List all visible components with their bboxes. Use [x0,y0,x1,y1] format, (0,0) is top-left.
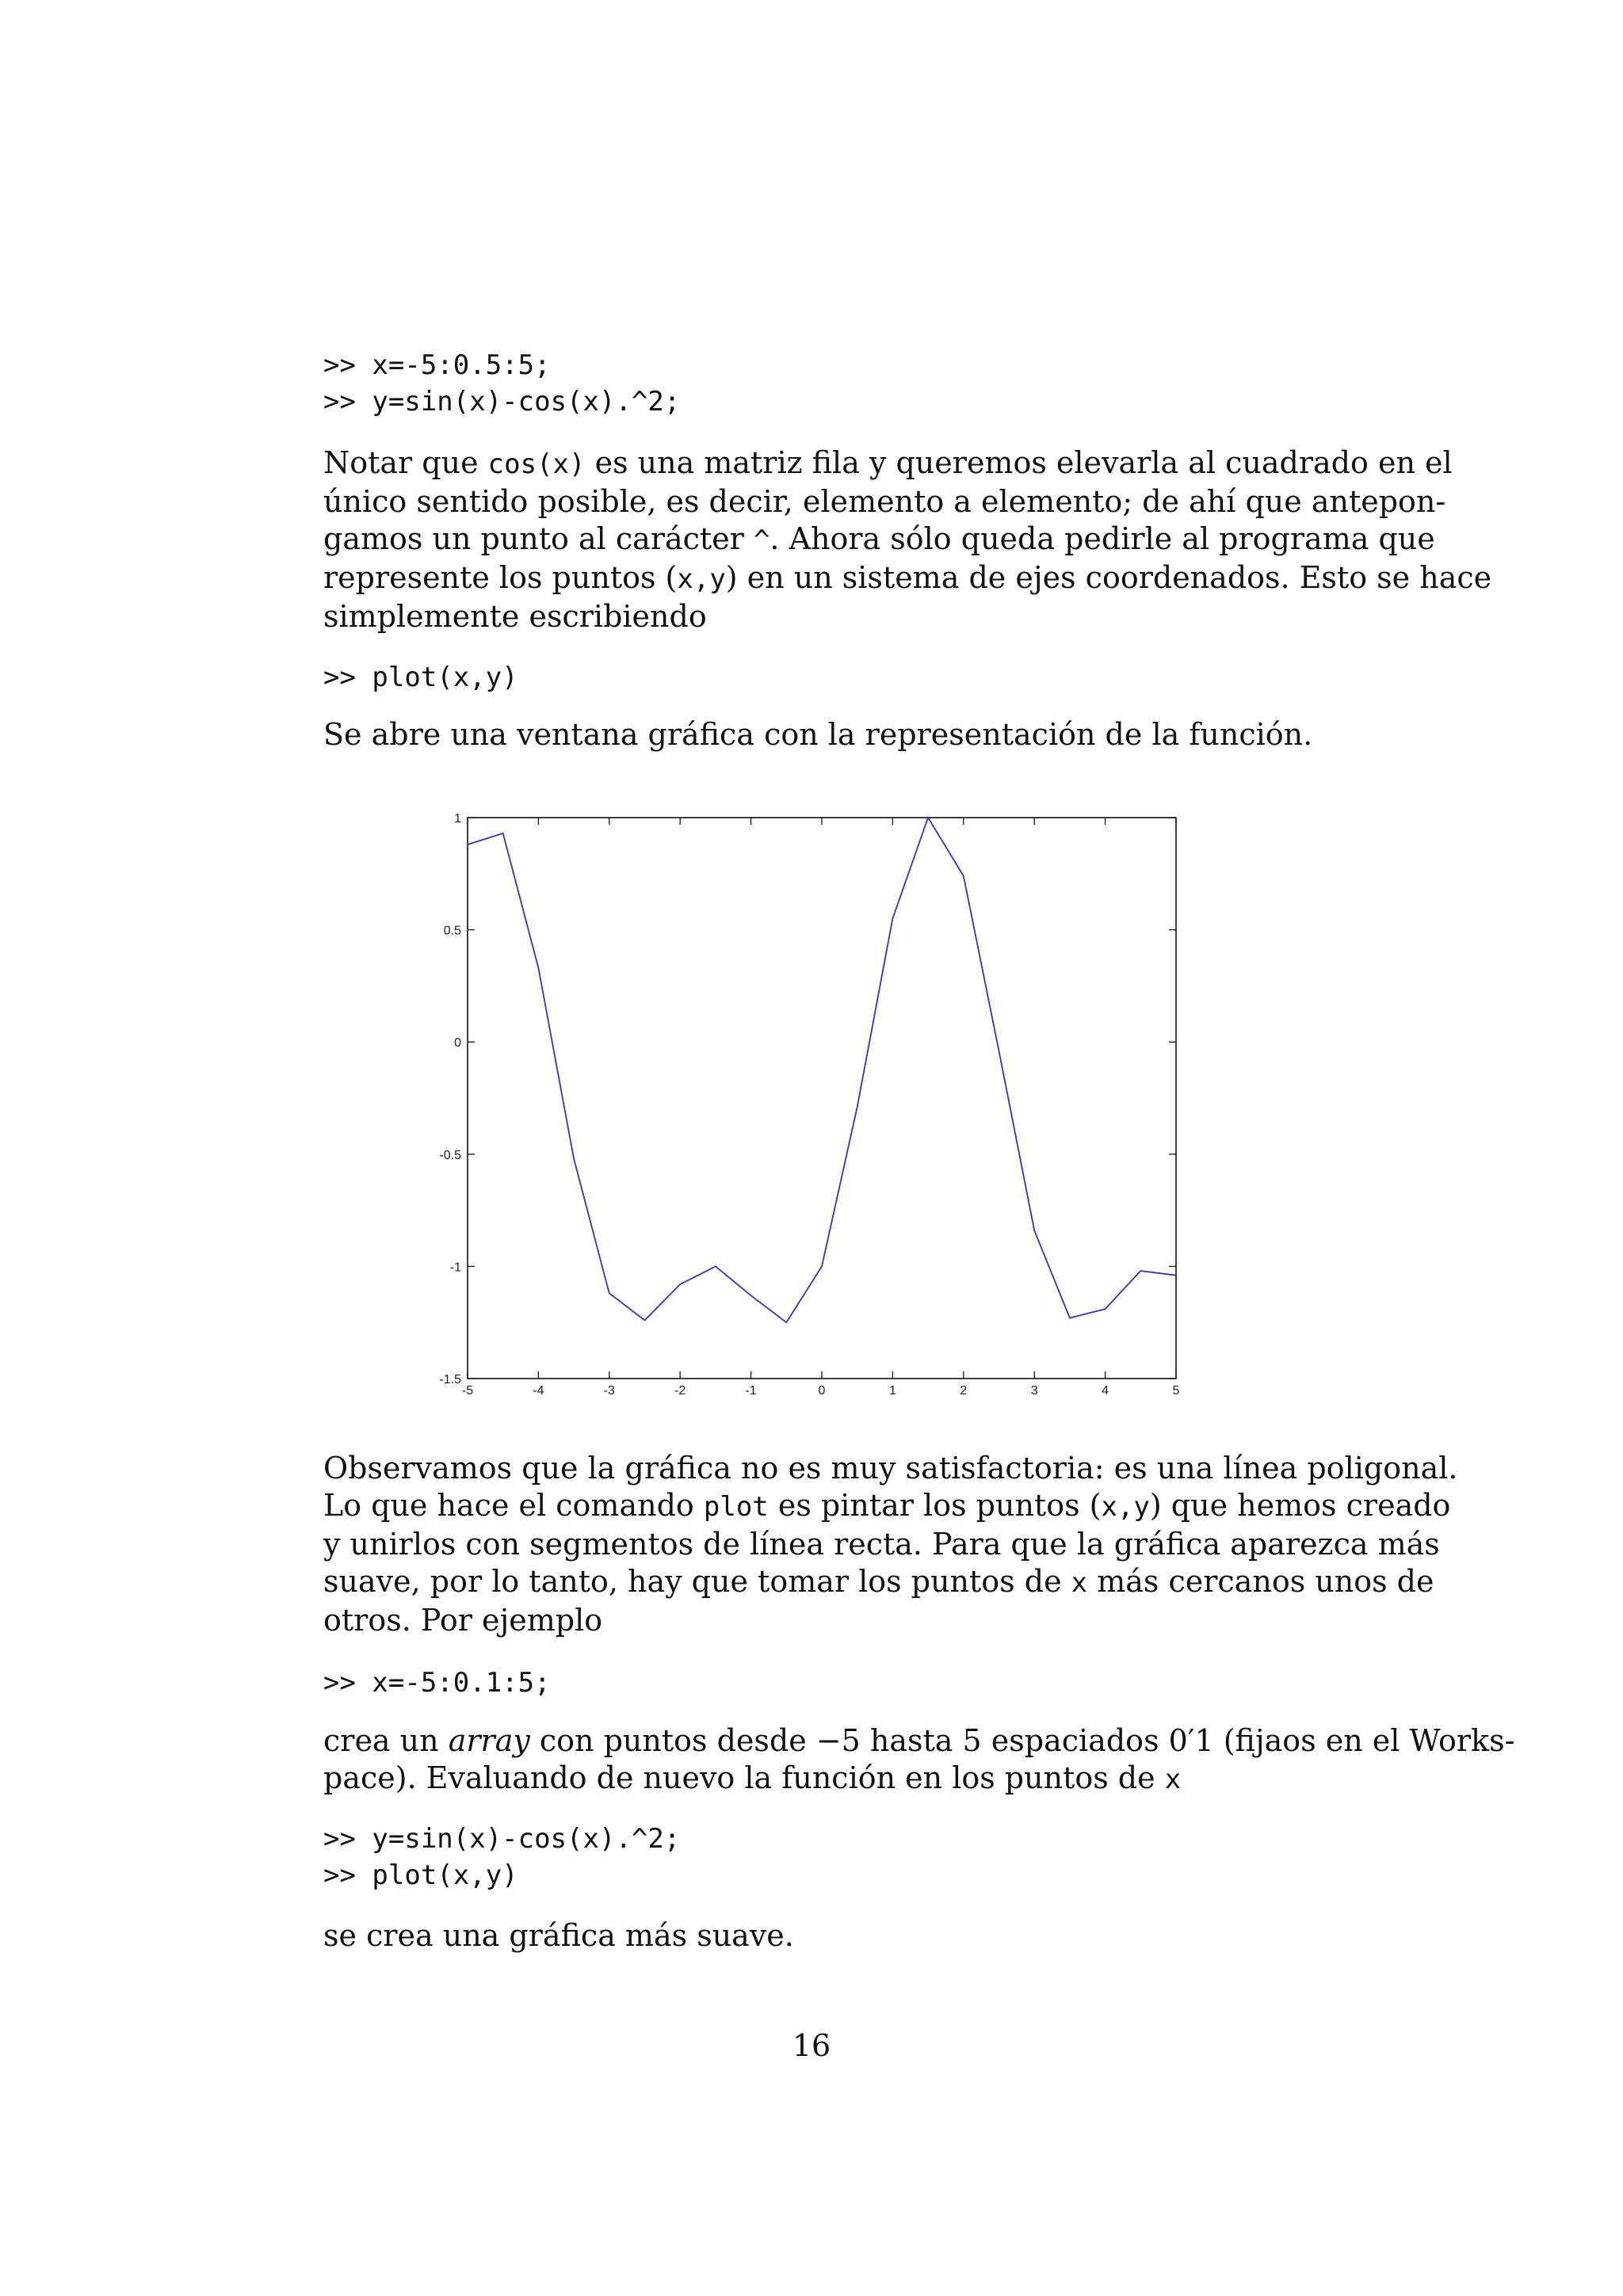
paragraph-5 [323,1917,1309,1955]
text: represente los puntos ( [323,560,678,595]
text: Notar que [323,445,488,480]
x-tick-label: 2 [960,1384,968,1398]
text: ) en un sistema de ejes coordenados. Esto se hace [725,560,1492,595]
text: . Ahora sólo queda pedirle al programa que [769,521,1435,556]
text-line: otros. Por ejemplo [323,1603,603,1638]
text-line: Observamos que la gráfica no es muy satisfactoria: es una línea poligonal. [323,1451,1458,1486]
paragraph-1 [323,444,1492,635]
y-tick-label: 0 [454,1036,461,1051]
tick-labels [439,812,1179,1398]
x-tick-label: 3 [1030,1384,1038,1398]
y-tick-label: -1.5 [439,1373,461,1386]
text-line: único sentido posible, es decir, elemento a elemento; de ahí que antepon- [323,484,1446,519]
text-line: simplemente escribiendo [323,599,707,634]
y-tick-label: 1 [454,812,461,826]
code-line: >> x=-5:0.5:5; [323,349,551,381]
x-tick-label: 1 [888,1384,896,1398]
text-line [323,444,1453,483]
inline-code: x,y [1101,1491,1150,1523]
paragraph-4 [323,1722,1515,1798]
code-block-3 [323,1665,551,1701]
text-line [323,521,1435,559]
inline-code: ^ [753,524,770,556]
x-tick-label: -4 [533,1384,544,1398]
text: ) que hemos creado [1149,1488,1451,1523]
x-tick-label: 0 [818,1384,826,1398]
axis-ticks [468,818,1176,1379]
series-group [468,818,1176,1322]
italic-text: array [448,1723,530,1758]
text-line: Se abre una ventana gráfica con la representación de la función. [323,717,1313,752]
x-tick-label: 5 [1172,1384,1180,1398]
x-tick-label: -2 [674,1384,686,1398]
plot-area [468,818,1176,1379]
paragraph-2 [323,716,1313,753]
y-tick-label: -1 [449,1261,461,1275]
y-tick-label: -0.5 [439,1148,461,1162]
code-block-4 [323,1821,680,1894]
text: pace). Evaluando de nuevo la función en los puntos de [323,1760,1165,1795]
x-tick-label: -5 [461,1384,474,1398]
text: gamos un punto al carácter [323,521,754,556]
text-line [323,1563,1434,1602]
text: más cercanos unos de [1087,1564,1434,1599]
inline-code: x,y [677,563,726,595]
code-line: >> x=-5:0.1:5; [323,1667,551,1699]
series-line [468,818,1176,1322]
text: suave, por lo tanto, hay que tomar los puntos de [323,1564,1071,1599]
code-line: >> y=sin(x)-cos(x).^2; [323,1823,681,1855]
paragraph-3 [323,1450,1458,1639]
x-tick-label: -1 [745,1384,757,1398]
y-tick-label: 0.5 [443,924,461,938]
function-plot [412,800,1205,1418]
inline-code: x [1164,1764,1182,1795]
code-line: >> y=sin(x)-cos(x).^2; [323,386,681,418]
text: es una matriz fila y queremos elevarla al cuadrado en el [585,445,1453,480]
text-line [323,1760,1309,1798]
x-tick-label: -3 [603,1384,615,1398]
text: es pintar los puntos ( [768,1488,1102,1523]
code-line: >> plot(x,y) [323,662,518,693]
inline-code: cos(x) [487,448,586,480]
text-line [323,1722,1515,1760]
x-tick-label: 4 [1102,1384,1109,1398]
inline-code: plot [703,1491,769,1523]
text-line: se crea una gráfica más suave. [323,1918,794,1953]
page-number: 16 [792,2028,831,2063]
text-line: y unirlos con segmentos de línea recta. Para que la gráfica aparezca más [323,1527,1440,1562]
code-block-2 [323,659,518,696]
code-block-1 [323,347,680,420]
text: Lo que hace el comando [323,1488,704,1523]
inline-code: x [1071,1567,1088,1599]
text: crea un [323,1723,449,1758]
text: con puntos desde −5 hasta 5 espaciados 0′1 (fijaos en el Works- [529,1723,1515,1758]
text-line [323,559,1492,598]
code-line: >> plot(x,y) [323,1859,518,1891]
text-line [323,1487,1451,1526]
